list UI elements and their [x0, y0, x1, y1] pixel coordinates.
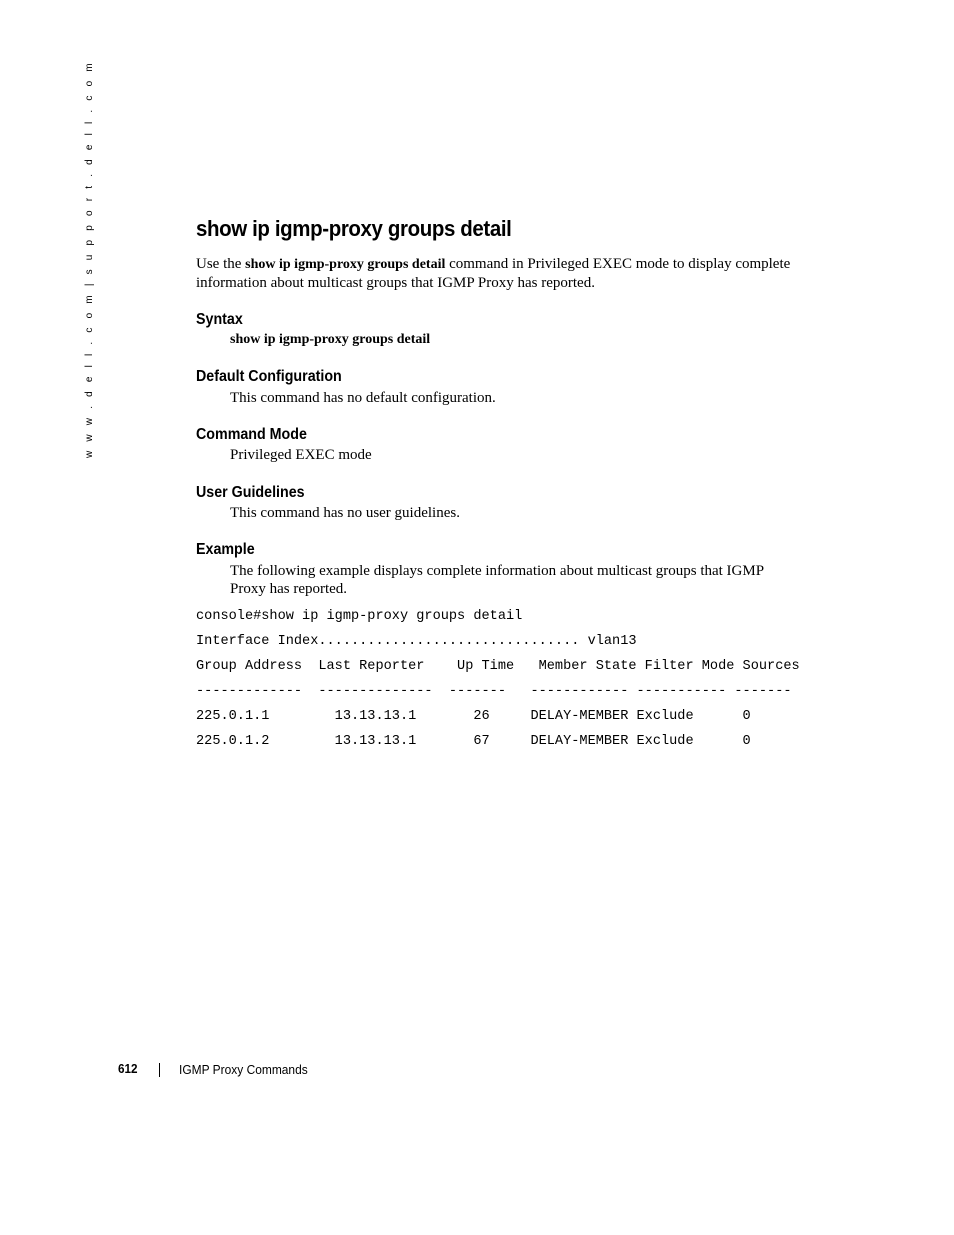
- intro-paragraph: [196, 255, 826, 292]
- code-line: console#show ip igmp-proxy groups detail: [196, 609, 523, 624]
- side-url-text: w w w . d e l l . c o m | s u p p o r t . d e l l . c o m: [84, 60, 95, 458]
- syntax-text: show ip igmp-proxy groups detail: [230, 332, 431, 347]
- example-text: The following example displays complete information about multicast groups that IGMP Proxy has reported.: [230, 563, 764, 597]
- code-line: 225.0.1.2 13.13.13.1 67 DELAY-MEMBER Exclude 0: [196, 734, 751, 749]
- page-number: 612: [118, 1061, 138, 1076]
- code-line: Group Address Last Reporter Up Time Member State Filter Mode Sources: [196, 659, 800, 674]
- footer-divider: [159, 1063, 160, 1077]
- command-mode-heading: Command Mode: [196, 426, 307, 443]
- code-line: Interface Index................................ vlan13: [196, 634, 637, 649]
- syntax-heading: Syntax: [196, 311, 243, 328]
- page-title: show ip igmp-proxy groups detail: [196, 216, 512, 241]
- default-config-heading: Default Configuration: [196, 368, 342, 385]
- intro-command: show ip igmp-proxy groups detail: [245, 257, 446, 272]
- code-line: ------------- -------------- ------- ------------ ----------- -------: [196, 684, 792, 699]
- intro-before: Use the: [196, 256, 246, 272]
- intro-after: command in Privileged EXEC mode to display complete information about multicast groups that IGMP Proxy has reported.: [196, 256, 791, 291]
- user-guidelines-text: This command has no user guidelines.: [230, 505, 460, 521]
- footer-chapter-title: IGMP Proxy Commands: [179, 1062, 308, 1077]
- user-guidelines-heading: User Guidelines: [196, 484, 305, 501]
- code-line: 225.0.1.1 13.13.13.1 26 DELAY-MEMBER Exclude 0: [196, 709, 751, 724]
- example-heading: Example: [196, 541, 255, 558]
- default-config-text: This command has no default configuration.: [230, 390, 496, 406]
- command-mode-text: Privileged EXEC mode: [230, 447, 372, 463]
